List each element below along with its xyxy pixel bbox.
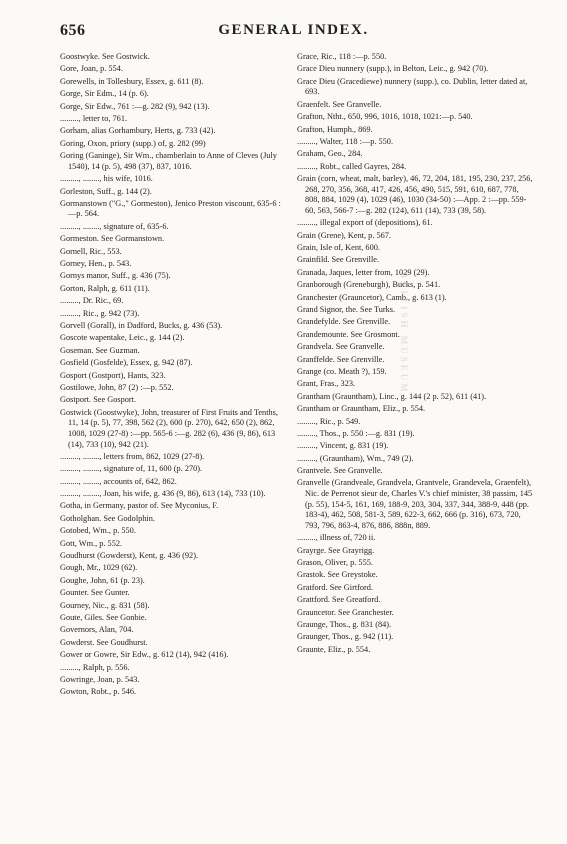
index-entry: Gormanstown ("G.," Gormeston), Jenico Preston viscount, 635-6 :—p. 564. bbox=[60, 198, 281, 219]
index-entry: Goring (Ganinge), Sir Wm., chamberlain to Anne of Cleves (July 1540), 14 (p. 5), 498 (37), 837, 1016. bbox=[60, 151, 277, 171]
index-entry: Graunge, Thos., g. 831 (84). bbox=[297, 619, 392, 629]
index-entry: Grange (co. Meath ?), 159. bbox=[297, 366, 387, 376]
index-entry: ........., Walter, 118 :—p. 550. bbox=[297, 136, 394, 146]
index-entry: Gornell, Ric., 553. bbox=[60, 246, 122, 256]
index-entry: Grandvela. See Granvelle. bbox=[297, 342, 385, 352]
index-entry: ........., illegal export of (depositions), 61. bbox=[297, 218, 433, 228]
index-entry: ........., Thos., p. 550 :—g. 831 (19). bbox=[297, 428, 415, 438]
index-entry: Grain (corn, wheat, malt, barley), 46, 72, 204, 181, 195, 230, 237, 256, 268, 270, 356, 368, 417, 426, 456, 490, 515, 591, 610, 687, 778, 808, 884, 1029 (4), 1029 (46), 1030 (34-50) :—App. 2 :—pp. 559-60, 563, 566-7 :—g. 282 (124), 611 (14), 733 (39, 58). bbox=[297, 174, 533, 215]
index-entry: Gounter. See Gunter. bbox=[60, 588, 130, 598]
index-entry: Grauncetor. See Granchester. bbox=[297, 607, 394, 617]
index-entry: Graunte, Eliz., p. 554. bbox=[297, 644, 371, 654]
index-entry: Grand Signor, the. See Turks. bbox=[297, 305, 396, 315]
index-entry: Gorewells, in Tollesbury, Essex, g. 611 (8). bbox=[60, 76, 204, 86]
index-entry: Granffelde. See Grenville. bbox=[297, 354, 385, 364]
index-entry: Grain (Grene), Kent, p. 567. bbox=[297, 230, 392, 240]
index-entry: Grafton, Ntht., 650, 996, 1016, 1018, 1021:—p. 540. bbox=[297, 112, 473, 122]
index-entry: Grace, Ric., 118 :—p. 550. bbox=[297, 52, 387, 61]
index-entry: Gowton, Robt., p. 546. bbox=[60, 687, 137, 697]
index-entry: Granada, Jaques, letter from, 1029 (29). bbox=[297, 267, 430, 277]
index-entry: ........., Dr. Ric., 69. bbox=[60, 296, 124, 306]
index-entry: Gotha, in Germany, pastor of. See Myconius, F. bbox=[60, 501, 219, 511]
index-entry: Grason, Oliver, p. 555. bbox=[297, 558, 373, 568]
index-entry: ........., Robt., called Gayres, 284. bbox=[297, 161, 407, 171]
index-entry: Graham, Geo., 284. bbox=[297, 149, 363, 159]
index-column-left bbox=[60, 52, 288, 700]
index-entry: Grant, Fras., 323. bbox=[297, 379, 356, 389]
index-entry: Grafton, Humph., 869. bbox=[297, 124, 373, 134]
index-entry: Gorvell (Gorall), in Dadford, Bucks, g. 436 (53). bbox=[60, 321, 223, 330]
index-entry: ........., Ric., g. 942 (73). bbox=[60, 308, 140, 318]
index-entry: Grayrge. See Grayrigg. bbox=[297, 545, 375, 555]
index-entry: Grainfild. See Grenville. bbox=[297, 255, 380, 265]
index-entry: Grantvele. See Granvelle. bbox=[297, 466, 383, 476]
index-entry: Grastok. See Greystoke. bbox=[297, 570, 378, 580]
index-entry: Goring, Oxon, priory (supp.) of, g. 282 (99) bbox=[60, 138, 206, 148]
index-entry: Gornys manor, Suff., g. 436 (75). bbox=[60, 271, 171, 281]
index-entry: Gowringe, Joan, p. 543. bbox=[60, 674, 140, 684]
index-entry: Gourney, Nic., g. 831 (58). bbox=[60, 600, 150, 610]
index-entry: ........., ........, signature of, 11, 600 (p. 270). bbox=[60, 464, 203, 474]
index-entry: Grandemounte. See Grosmont. bbox=[297, 329, 400, 339]
index-entry: Gorton, Ralph, g. 611 (11). bbox=[60, 283, 150, 293]
index-entry: Gough, Mr., 1029 (62). bbox=[60, 563, 138, 573]
index-entry: Goscote wapentake, Leic., g. 144 (2). bbox=[60, 333, 185, 343]
index-entry: ........., Ric., p. 549. bbox=[297, 416, 361, 426]
library-stamp: BRITISH MUSEUM bbox=[399, 272, 409, 395]
index-entry: Gorleston, Suff., g. 144 (2). bbox=[60, 186, 152, 196]
index-entry: Gowderst. See Goudhurst. bbox=[60, 637, 148, 647]
index-entry: Gosport (Gostport), Hants, 323. bbox=[60, 370, 166, 380]
index-entry: Governors, Alan, 704. bbox=[60, 625, 134, 635]
index-entry: Gostwick (Goostwyke), John, treasurer of First Fruits and Tenths, 11, 14 (p. 5), 77, 398, 562 (2), 600 (p. 270), 642, 650 (2), 862, 1008, 1029 (27-8) :—pp. 565-6 :—g. 282 (6), 436 (9, 86), 613 (14), 733 (10), 942 (21). bbox=[60, 407, 278, 449]
index-entry: Gotobed, Wm., p. 550. bbox=[60, 526, 136, 536]
running-title: GENERAL INDEX. bbox=[218, 22, 369, 38]
index-entry: Gore, Joan, p. 554. bbox=[60, 64, 123, 74]
index-entry: ........., (Grauntham), Wm., 749 (2). bbox=[297, 453, 414, 463]
index-entry: Gorge, Sir Edm., 14 (p. 6). bbox=[60, 89, 149, 99]
index-entry: Graunger, Thos., g. 942 (11). bbox=[297, 632, 394, 642]
index-entry: ........., ........, his wife, 1016. bbox=[60, 174, 153, 184]
index-entry: Granborough (Greneburgh), Bucks, p. 541. bbox=[297, 280, 441, 290]
index-entry: Grace Dieu nunnery (supp.), in Belton, Leic., g. 942 (70). bbox=[297, 64, 489, 74]
index-entry: Gotholghan. See Godolphin. bbox=[60, 513, 155, 523]
index-entry: Gosfield (Gosfelde), Essex, g. 942 (87). bbox=[60, 358, 193, 368]
index-entry: Grantham or Grauntham, Eliz., p. 554. bbox=[297, 404, 426, 414]
index-entry: Grattford. See Greatford. bbox=[297, 595, 381, 605]
index-entry: Goostwyke. See Gostwick. bbox=[60, 52, 150, 61]
index-entry: Grain, Isle of, Kent, 600. bbox=[297, 243, 380, 253]
index-entry: ........., ........, accounts of, 642, 862. bbox=[60, 476, 177, 486]
index-entry: Grandefylde. See Grenville. bbox=[297, 317, 391, 327]
index-entry: Gorge, Sir Edw., 761 :—g. 282 (9), 942 (13). bbox=[60, 101, 210, 111]
page-number: 656 bbox=[60, 22, 86, 39]
index-entry: Gower or Gowre, Sir Edw., g. 612 (14), 942 (416). bbox=[60, 650, 229, 660]
index-entry: Graenfelt. See Granvelle. bbox=[297, 99, 382, 109]
index-entry: Goute, Giles. See Gonbie. bbox=[60, 612, 147, 622]
index-entry: ........., ........, letters from, 862, 1029 (27-8). bbox=[60, 451, 205, 461]
page-header bbox=[60, 22, 527, 42]
index-entry: Gostilowe, John, 87 (2) :—p. 552. bbox=[60, 382, 174, 392]
index-entry: Goseman. See Guzman. bbox=[60, 345, 140, 355]
index-entry: ........., ........, Joan, his wife, g. 436 (9, 86), 613 (14), 733 (10). bbox=[60, 489, 266, 499]
index-entry: Grace Dieu (Gracediewe) nunnery (supp.), co. Dublin, letter dated at, 693. bbox=[297, 76, 528, 97]
index-entry: Gostport. See Gosport. bbox=[60, 395, 137, 405]
index-entry: ........., ........, signature of, 635-6. bbox=[60, 221, 169, 231]
index-entry: ........., illness of, 720 ii. bbox=[297, 533, 376, 543]
index-entry: Goughe, John, 61 (p. 23). bbox=[60, 575, 145, 585]
index-entry: Granchester (Grauncetor), Camb., g. 613 (1). bbox=[297, 292, 447, 302]
index-column-right bbox=[297, 52, 535, 657]
index-entry: ........., letter to, 761. bbox=[60, 113, 128, 123]
index-entry: Gorham, alias Gorhambury, Herts, g. 733 (42). bbox=[60, 126, 216, 136]
index-entry: Grantham (Grauntham), Linc., g. 144 (2 p. 52), 611 (41). bbox=[297, 391, 487, 401]
index-entry: ........., Ralph, p. 556. bbox=[60, 662, 130, 672]
index-entry: Granvelle (Grandveale, Grandvela, Grantvele, Grandevela, Graenfelt), Nic. de Perrenot sieur de, Charles V.'s chief minister, 38 passim, 145 (p. 55), 154-5, 161, 169, 188-9, 203, 304, 337, 344, 388-9, 448 (pp. 183-4), 462, 508, 581-3, 589, 622-3, 662, 666 (p. 316), 673, 720, 793, 796, 863-4, 876, 886, 888n, 889. bbox=[297, 478, 533, 530]
index-entry: Gormeston. See Gormanstown. bbox=[60, 234, 165, 244]
index-entry: Gott, Wm., p. 552. bbox=[60, 538, 123, 548]
index-entry: Gratford. See Girtford. bbox=[297, 582, 374, 592]
index-entry: ........., Vincent, g. 831 (19). bbox=[297, 441, 389, 451]
index-entry: Goudhurst (Gowderst), Kent, g. 436 (92). bbox=[60, 551, 199, 561]
index-entry: Gorney, Hen., p. 543. bbox=[60, 259, 132, 269]
